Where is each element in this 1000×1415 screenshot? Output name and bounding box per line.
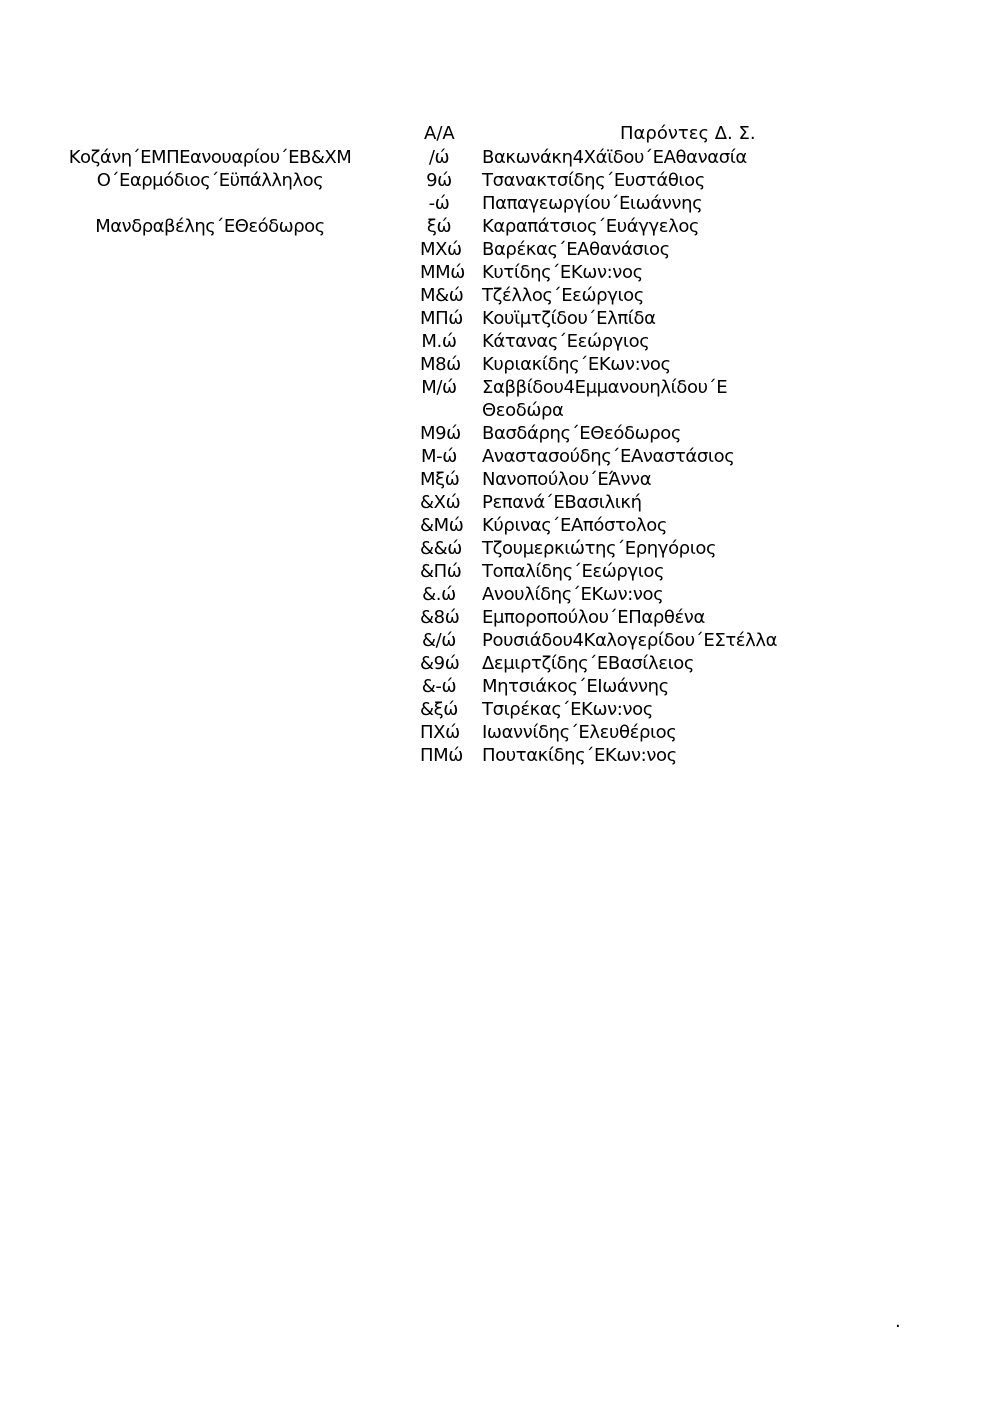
list-item — [420, 353, 980, 376]
list-item — [420, 307, 980, 330]
row-number: &/ώ — [422, 630, 456, 651]
member-name: Αναστασούδης΄ΕΑναστάσιος — [482, 446, 735, 467]
member-name: Νανοπούλου΄ΕΆννα — [482, 469, 652, 490]
list-item — [420, 284, 980, 307]
member-name: Τσιρέκας΄ΕΚων:νος — [482, 699, 653, 720]
row-number: ΠΧώ — [420, 722, 460, 743]
member-name: Κυτίδης΄ΕΚων:νος — [482, 262, 643, 283]
list-item — [420, 169, 980, 192]
list-item — [420, 445, 980, 468]
row-number: ΜΜώ — [420, 262, 465, 283]
row-number: ΠΜώ — [420, 745, 463, 766]
list-item — [420, 238, 980, 261]
list-item — [420, 261, 980, 284]
row-number: ξώ — [426, 216, 452, 237]
list-item — [420, 675, 980, 698]
member-name: Δεμιρτζίδης΄ΕΒασίλειος — [482, 653, 695, 674]
row-number: &ξώ — [420, 699, 458, 720]
list-item — [420, 215, 980, 238]
member-name: Παπαγεωργίου΄Ειωάννης — [482, 193, 703, 214]
member-name: Πουτακίδης΄ΕΚων:νος — [482, 745, 677, 766]
row-number: &Πώ — [420, 561, 462, 582]
row-number: Μ.ώ — [421, 331, 457, 352]
member-name: Μητσιάκος΄ΕΙωάννης — [482, 676, 669, 697]
row-number: &Χώ — [420, 492, 461, 513]
member-name: Ιωαννίδης΄Ελευθέριος — [482, 722, 677, 743]
row-number: Μ&ώ — [420, 285, 464, 306]
list-item — [420, 583, 980, 606]
attendance-list — [420, 146, 980, 767]
member-name: Ανουλίδης΄ΕΚων:νος — [482, 584, 664, 605]
row-number: &9ώ — [420, 653, 460, 674]
list-item — [420, 537, 980, 560]
left-column — [60, 146, 360, 238]
list-item — [420, 514, 980, 537]
list-item — [420, 468, 980, 491]
column-header-present: Παρόντες Δ. Σ. — [620, 123, 756, 144]
member-name: Τσανακτσίδης΄Ευστάθιος — [482, 170, 705, 191]
list-item — [420, 698, 980, 721]
row-number: Μ/ώ — [421, 377, 457, 398]
member-name: Τζουμερκιώτης΄Ερηγόριος — [482, 538, 717, 559]
member-name: Βακωνάκη4Χάϊδου΄ΕΑθανασία — [482, 147, 747, 168]
row-number: ΜΧώ — [420, 239, 462, 260]
row-number: &.ώ — [422, 584, 456, 605]
list-item — [420, 146, 980, 169]
list-item — [420, 330, 980, 353]
row-number: ΜΠώ — [420, 308, 463, 329]
list-item — [420, 560, 980, 583]
member-name: Ρεπανά΄ΕΒασιλική — [482, 492, 642, 513]
member-name: Τζέλλος΄Εεώργιος — [482, 285, 644, 306]
member-name: Κάτανας΄Εεώργιος — [482, 331, 650, 352]
member-name: Σαββίδου4Εμμανουηλίδου΄Ε Θεοδώρα — [482, 377, 728, 421]
page-dot-mark: . — [895, 1311, 901, 1332]
row-number: Μξώ — [420, 469, 460, 490]
list-item — [420, 652, 980, 675]
list-item — [420, 744, 980, 767]
member-name: Βασδάρης΄ΕΘεόδωρος — [482, 423, 682, 444]
list-item — [420, 192, 980, 215]
member-name: Βαρέκας΄ΕΑθανάσιος — [482, 239, 670, 260]
responsible-employee-line: Ο΄Εαρμόδιος΄Εϋπάλληλος — [96, 170, 324, 191]
list-item — [420, 422, 980, 445]
member-name: Καραπάτσιος΄Ευάγγελος — [482, 216, 700, 237]
row-number: -ώ — [428, 193, 450, 214]
row-number: Μ-ώ — [421, 446, 457, 467]
employee-name-line: Μανδραβέλης΄ΕΘεόδωρος — [95, 216, 325, 237]
member-name: Τοπαλίδης΄Εεώργιος — [482, 561, 665, 582]
list-item — [420, 606, 980, 629]
list-item — [420, 721, 980, 744]
list-item — [420, 491, 980, 514]
list-item — [420, 376, 980, 422]
member-name: Κύρινας΄ΕΑπόστολος — [482, 515, 668, 536]
column-header-number: Α/Α — [424, 123, 455, 144]
row-number: 9ώ — [426, 170, 452, 191]
member-name: Κυριακίδης΄ΕΚων:νος — [482, 354, 671, 375]
row-number: /ώ — [428, 147, 450, 168]
list-item — [420, 629, 980, 652]
member-name: Κουϊμτζίδου΄Ελπίδα — [482, 308, 656, 329]
member-name: Εμποροπούλου΄ΕΠαρθένα — [482, 607, 705, 628]
member-name: Ρουσιάδου4Καλογερίδου΄ΕΣτέλλα — [482, 630, 778, 651]
row-number: &8ώ — [420, 607, 460, 628]
row-number: &&ώ — [420, 538, 462, 559]
row-number: Μ8ώ — [420, 354, 461, 375]
row-number: &-ώ — [421, 676, 457, 697]
place-date-line: Κοζάνη΄ΕΜΠΕανουαρίου΄ΕΒ&ΧΜ — [68, 147, 352, 168]
row-number: Μ9ώ — [420, 423, 461, 444]
row-number: &Μώ — [420, 515, 464, 536]
